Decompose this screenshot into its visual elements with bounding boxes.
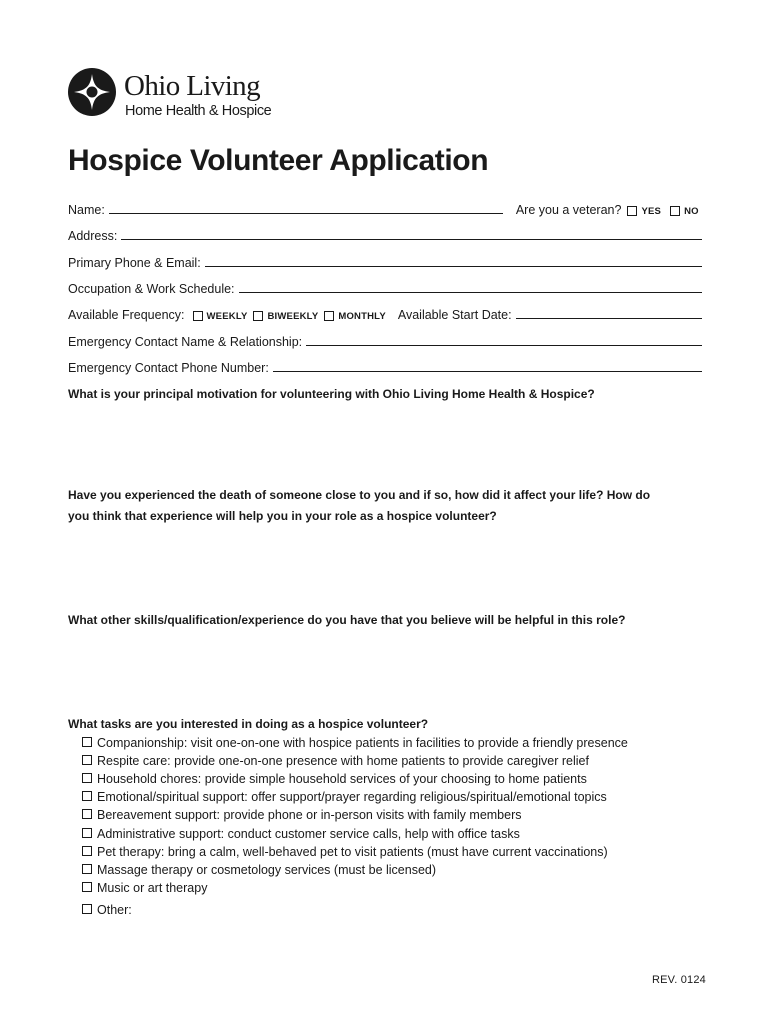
- task-checkbox[interactable]: [82, 882, 92, 892]
- occupation-row: [68, 276, 702, 296]
- veteran-yes-label: YES: [641, 206, 662, 217]
- task-label: Emotional/spiritual support: offer support/prayer regarding religious/spiritual/emotional topics: [97, 790, 607, 805]
- start-date-field[interactable]: [516, 306, 702, 319]
- veteran-yes-checkbox[interactable]: [627, 206, 637, 216]
- task-label: Administrative support: conduct customer service calls, help with office tasks: [97, 826, 520, 841]
- task-item[interactable]: [82, 734, 722, 752]
- biweekly-checkbox[interactable]: [253, 311, 263, 321]
- revision-label: REV. 0124: [652, 974, 706, 986]
- task-item[interactable]: [82, 788, 722, 806]
- cross-circle-icon: [68, 68, 116, 116]
- task-checkbox[interactable]: [82, 737, 92, 747]
- frequency-row: [68, 302, 702, 322]
- task-checkbox[interactable]: [82, 791, 92, 801]
- monthly-checkbox[interactable]: [324, 311, 334, 321]
- task-checkbox[interactable]: [82, 755, 92, 765]
- task-label: Companionship: visit one-on-one with hospice patients in facilities to provide a friendly presence: [97, 736, 628, 751]
- address-row: [68, 223, 702, 243]
- start-date-label: Available Start Date:: [397, 308, 512, 322]
- task-checkbox[interactable]: [82, 809, 92, 819]
- task-list: [82, 734, 722, 919]
- address-field[interactable]: [121, 227, 702, 240]
- task-label: Music or art therapy: [97, 880, 208, 895]
- weekly-label: WEEKLY: [206, 311, 248, 322]
- logo: [68, 68, 298, 124]
- biweekly-label: BIWEEKLY: [267, 311, 319, 322]
- logo-subtitle: Home Health & Hospice: [125, 103, 272, 119]
- page-title: Hospice Volunteer Application: [68, 144, 489, 177]
- task-checkbox[interactable]: [82, 846, 92, 856]
- task-label: Household chores: provide simple household services of your choosing to home patients: [97, 772, 587, 787]
- veteran-no-checkbox[interactable]: [670, 206, 680, 216]
- occupation-label: Occupation & Work Schedule:: [68, 282, 235, 296]
- task-label: Respite care: provide one-on-one presence with home patients to provide caregiver relief: [97, 754, 589, 769]
- veteran-label: Are you a veteran?: [515, 203, 622, 217]
- monthly-label: MONTHLY: [338, 311, 386, 322]
- phone-email-label: Primary Phone & Email:: [68, 256, 201, 270]
- task-label: Other:: [97, 902, 132, 917]
- task-checkbox[interactable]: [82, 864, 92, 874]
- logo-name: Ohio Living: [124, 70, 260, 102]
- address-label: Address:: [68, 229, 118, 243]
- task-checkbox[interactable]: [82, 828, 92, 838]
- emergency-name-label: Emergency Contact Name & Relationship:: [68, 335, 303, 349]
- task-checkbox[interactable]: [82, 773, 92, 783]
- frequency-label: Available Frequency:: [68, 308, 185, 322]
- emergency-name-row: [68, 329, 702, 349]
- task-item[interactable]: [82, 824, 722, 842]
- task-item[interactable]: [82, 752, 722, 770]
- task-label: Massage therapy or cosmetology services (must be licensed): [97, 862, 437, 877]
- emergency-name-field[interactable]: [306, 333, 702, 346]
- motivation-question: What is your principal motivation for volunteering with Ohio Living Home Health & Hospice?: [68, 387, 595, 401]
- phone-email-field[interactable]: [205, 254, 702, 267]
- occupation-field[interactable]: [239, 280, 702, 293]
- task-label: Bereavement support: provide phone or in-person visits with family members: [97, 808, 522, 823]
- task-item[interactable]: [82, 806, 722, 824]
- death-question-line-1: Have you experienced the death of someone close to you and if so, how did it affect your life? How do: [68, 488, 651, 502]
- tasks-question: What tasks are you interested in doing as a hospice volunteer?: [68, 717, 429, 731]
- emergency-phone-row: [68, 355, 702, 375]
- death-question: [68, 485, 708, 527]
- task-item-other[interactable]: [82, 901, 722, 919]
- name-label: Name:: [68, 203, 105, 217]
- phone-email-row: [68, 250, 702, 270]
- name-row: [68, 197, 702, 217]
- task-item[interactable]: [82, 843, 722, 861]
- emergency-phone-label: Emergency Contact Phone Number:: [68, 361, 269, 375]
- emergency-phone-field[interactable]: [273, 359, 702, 372]
- name-field[interactable]: [109, 201, 503, 214]
- task-item[interactable]: [82, 770, 722, 788]
- task-item[interactable]: [82, 879, 722, 897]
- task-item[interactable]: [82, 861, 722, 879]
- task-label: Pet therapy: bring a calm, well-behaved pet to visit patients (must have current vaccinations): [97, 844, 608, 859]
- weekly-checkbox[interactable]: [193, 311, 203, 321]
- veteran-no-label: NO: [684, 206, 699, 217]
- death-question-line-2: you think that experience will help you in your role as a hospice volunteer?: [68, 509, 497, 523]
- skills-question: What other skills/qualification/experience do you have that you believe will be helpful in this role?: [68, 613, 626, 627]
- task-checkbox[interactable]: [82, 904, 92, 914]
